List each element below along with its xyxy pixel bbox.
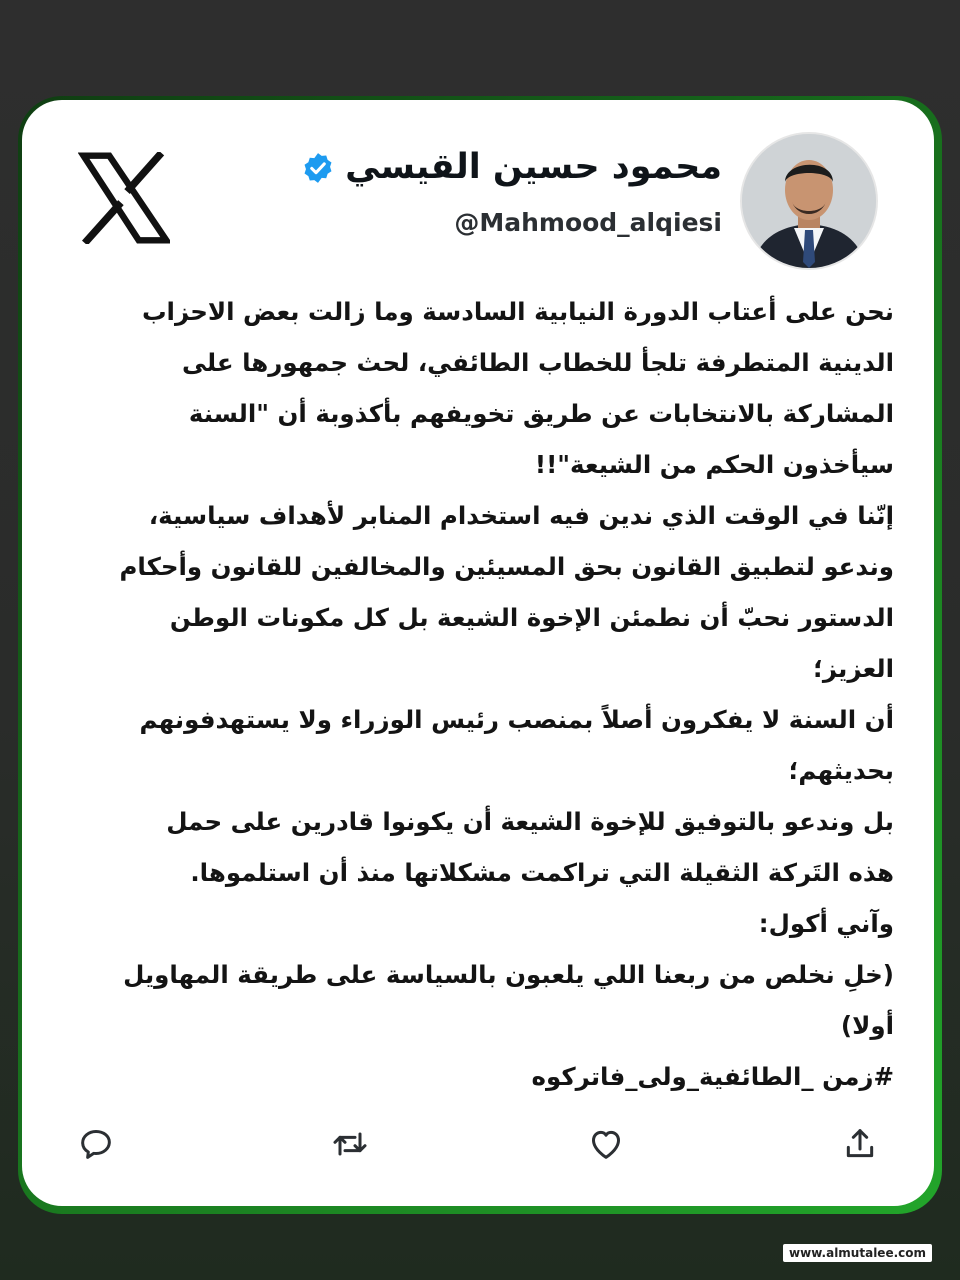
tweet-line: بحديثهم؛ [788,756,894,785]
share-button[interactable] [840,1124,880,1164]
tweet-line: وندعو لتطبيق القانون بحق المسيئين والمخالفين للقانون وأحكام [119,552,894,581]
reply-icon [76,1124,116,1164]
author-name[interactable]: محمود حسين القيسي [345,147,722,187]
tweet-text [56,286,894,1102]
reply-button[interactable] [76,1124,116,1164]
tweet-line: سيأخذون الحكم من الشيعة"!! [534,450,894,479]
like-button[interactable] [586,1124,626,1164]
author-name-row [301,147,722,187]
site-watermark: www.almutalee.com [783,1244,932,1262]
tweet-line: العزيز؛ [813,654,894,683]
tweet-line: وآني أكول: [758,909,894,938]
tweet-line: الدستور نحبّ أن نطمئن الإخوة الشيعة بل كل مكونات الوطن [169,603,894,632]
tweet-line: إنّنا في الوقت الذي ندين فيه استخدام المنابر لأهداف سياسية، [148,501,894,530]
tweet-line: المشاركة بالانتخابات عن طريق تخويفهم بأكذوبة أن "السنة [188,399,894,428]
retweet-icon [330,1124,370,1164]
tweet-actions-bar [22,1124,934,1168]
avatar[interactable] [740,132,878,270]
verified-badge-icon [301,151,335,185]
tweet-line: أن السنة لا يفكرون أصلاً بمنصب رئيس الوزراء ولا يستهدفونهم [139,705,894,734]
tweet-line: بل وندعو بالتوفيق للإخوة الشيعة أن يكونوا قادرين على حمل [166,807,894,836]
tweet-line: الدينية المتطرفة تلجأ للخطاب الطائفي، لحث جمهورها على [182,348,894,377]
heart-icon [586,1124,626,1164]
hashtag-link[interactable]: #زمن _الطائفية_ولى_فاتركوه [531,1062,894,1091]
tweet-line: أولا) [840,1011,894,1040]
avatar-portrait [742,134,876,268]
tweet-card [22,100,934,1206]
share-icon [840,1124,880,1164]
tweet-line: (خلِ نخلص من ربعنا اللي يلعبون بالسياسة على طريقة المهاويل [123,960,894,989]
tweet-line: هذه التَركة الثقيلة التي تراكمت مشكلاتها منذ أن استلموها. [190,858,894,887]
tweet-line: نحن على أعتاب الدورة النيابية السادسة وما زالت بعض الاحزاب [141,297,894,326]
x-logo-icon [78,152,170,244]
author-handle[interactable]: @Mahmood_alqiesi [454,208,722,237]
retweet-button[interactable] [330,1124,370,1164]
